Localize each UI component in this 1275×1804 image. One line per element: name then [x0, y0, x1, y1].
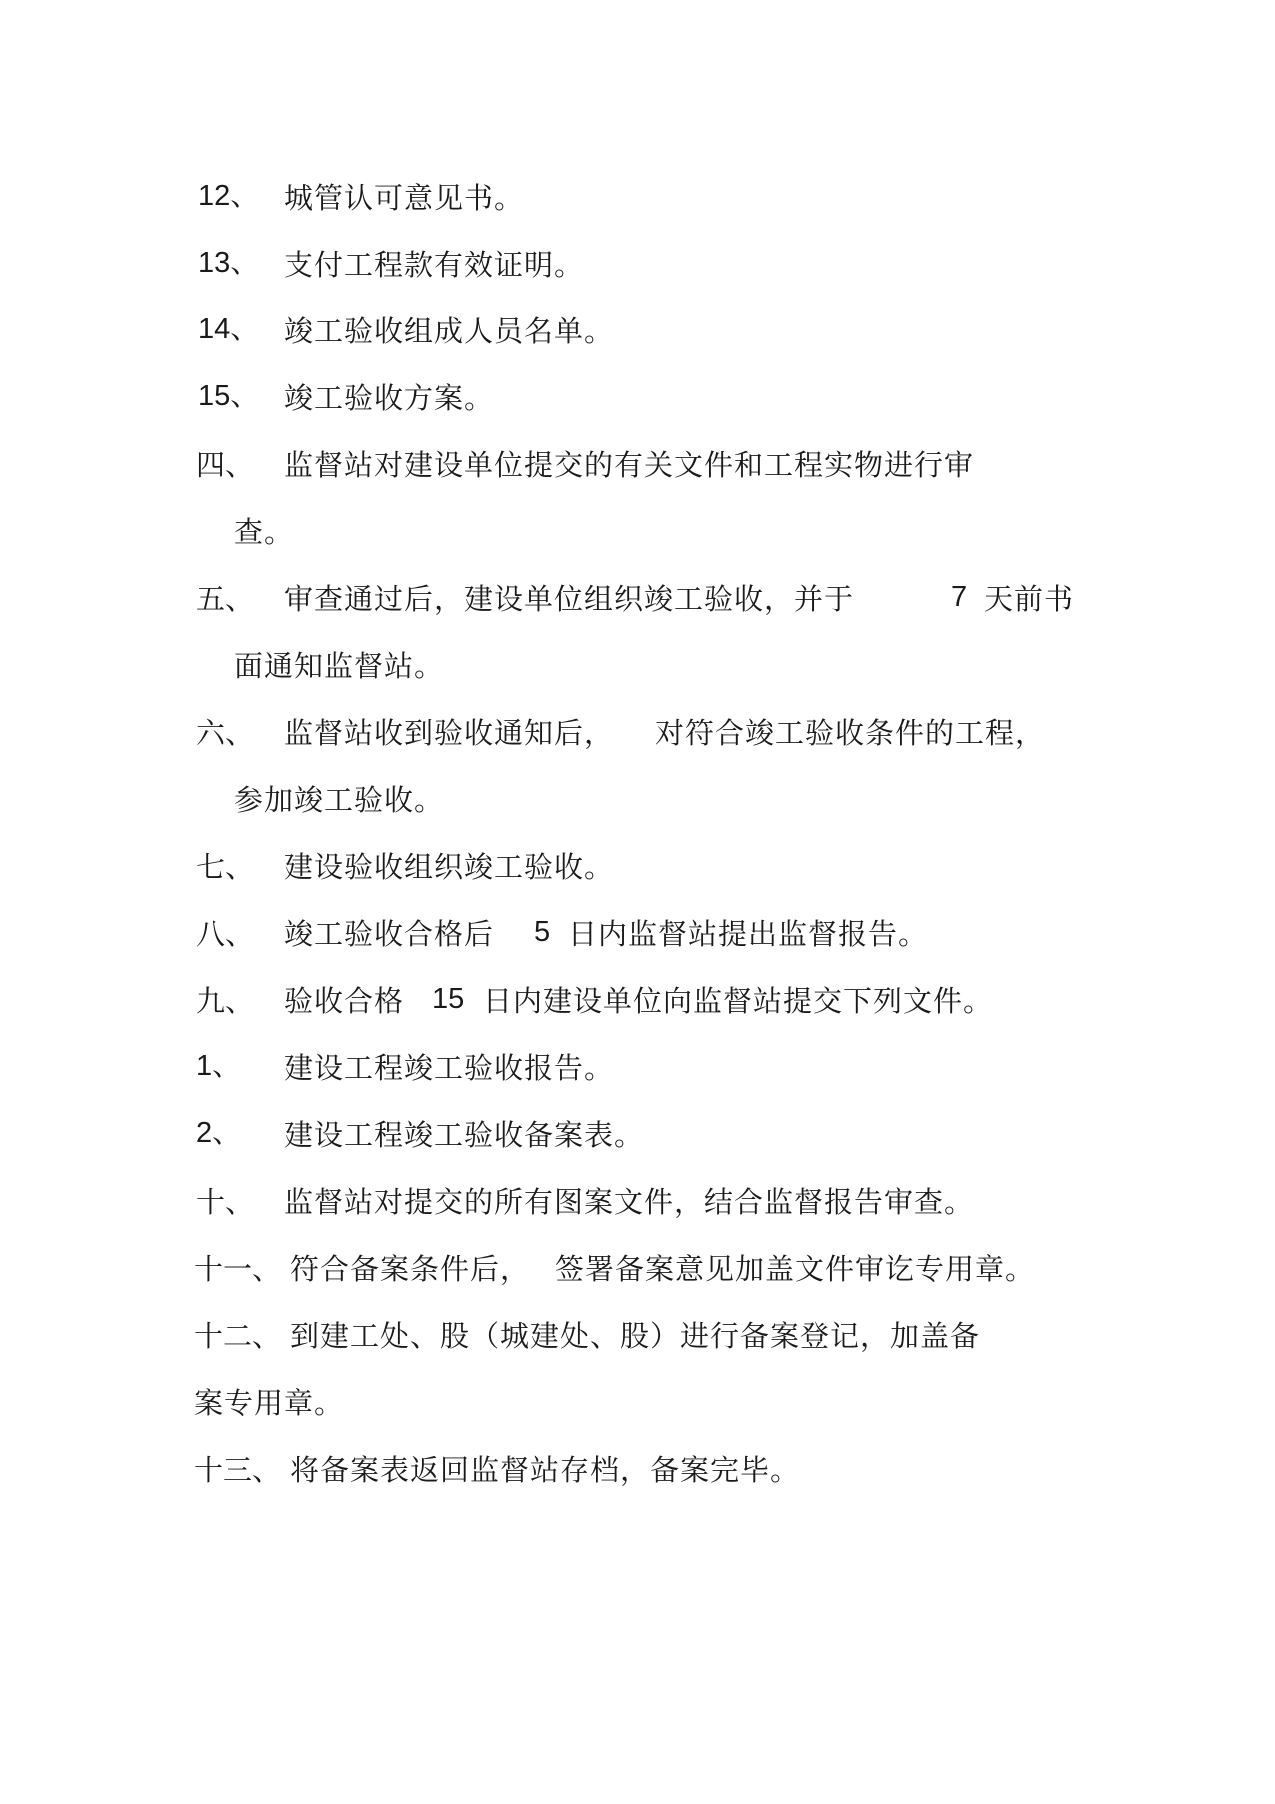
item-number: 九、 — [196, 984, 255, 1018]
item-text: 支付工程款有效证明。 — [284, 248, 585, 282]
item-text: 签署备案意见加盖文件审讫专用章。 — [555, 1252, 1036, 1286]
item-number: 十三、 — [194, 1453, 282, 1487]
item-continuation: 参加竣工验收。 — [234, 783, 445, 817]
item-value: 15 — [432, 983, 465, 1015]
item-continuation: 面通知监督站。 — [234, 649, 445, 683]
item-value: 7 — [951, 581, 968, 613]
item-number: 五、 — [196, 582, 255, 616]
item-text: 监督站对建设单位提交的有关文件和工程实物进行审 — [284, 448, 975, 482]
item-text: 监督站收到验收通知后， — [284, 716, 615, 750]
item-text: 审查通过后，建设单位组织竣工验收，并于 — [284, 582, 855, 616]
item-number: 15、 — [198, 380, 260, 412]
item-number: 七、 — [196, 850, 255, 884]
item-text: 将备案表返回监督站存档，备案完毕。 — [290, 1453, 801, 1487]
item-number: 六、 — [196, 716, 255, 750]
item-number: 13、 — [198, 247, 260, 279]
item-number: 十、 — [196, 1185, 255, 1219]
item-text: 验收合格 — [284, 984, 405, 1018]
item-text: 建设工程竣工验收备案表。 — [284, 1118, 645, 1152]
item-text: 天前书 — [984, 582, 1075, 616]
item-text: 监督站对提交的所有图案文件，结合监督报告审查。 — [284, 1185, 975, 1219]
item-text: 竣工验收组成人员名单。 — [284, 314, 615, 348]
item-number: 十二、 — [194, 1319, 282, 1353]
item-text: 日内建设单位向监督站提交下列文件。 — [483, 984, 994, 1018]
item-text: 日内监督站提出监督报告。 — [568, 917, 929, 951]
item-number: 十一、 — [194, 1252, 282, 1286]
item-number: 八、 — [196, 917, 255, 951]
item-text: 竣工验收方案。 — [284, 381, 495, 415]
item-text: 建设工程竣工验收报告。 — [284, 1051, 615, 1085]
item-number: 14、 — [198, 313, 260, 345]
item-number: 1、 — [196, 1050, 242, 1082]
item-value: 5 — [534, 916, 551, 948]
item-continuation: 案专用章。 — [194, 1386, 345, 1420]
item-text: 对符合竣工验收条件的工程， — [655, 716, 1046, 750]
item-text: 建设验收组织竣工验收。 — [284, 850, 615, 884]
item-text: 符合备案条件后， — [290, 1252, 531, 1286]
item-text: 城管认可意见书。 — [284, 181, 525, 215]
item-continuation: 查。 — [234, 515, 295, 549]
item-text: 到建工处、股（城建处、股）进行备案登记，加盖备 — [290, 1319, 981, 1353]
item-text: 竣工验收合格后 — [284, 917, 495, 951]
item-number: 12、 — [198, 180, 260, 212]
item-number: 2、 — [196, 1117, 242, 1149]
item-number: 四、 — [196, 448, 255, 482]
